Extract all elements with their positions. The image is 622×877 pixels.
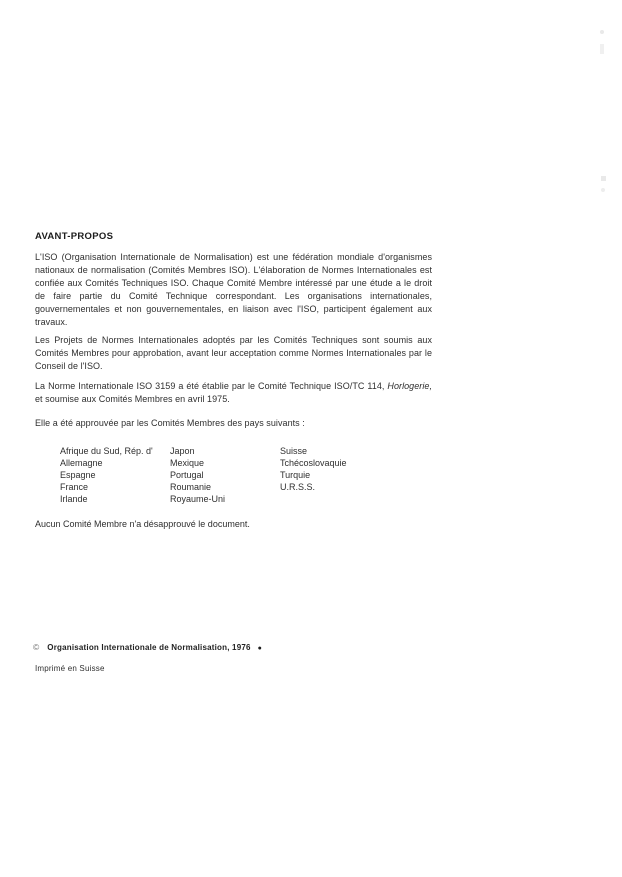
- paragraph-draft-approval: Les Projets de Normes Internationales adoptés par les Comités Techniques sont soumis aux Comités Membres pour approbation, avant leur acceptation comme Normes Internationales par le Conseil de l'ISO.: [35, 335, 432, 371]
- country-item: Allemagne: [60, 458, 103, 468]
- country-item: Suisse: [280, 446, 308, 456]
- country-column-2: [170, 445, 225, 505]
- country-item: Portugal: [170, 470, 204, 480]
- country-item: Afrique du Sud, Rép. d': [60, 446, 153, 456]
- country-item: Turquie: [280, 470, 311, 480]
- country-item: Irlande: [60, 494, 88, 504]
- bullet-icon: ●: [257, 645, 262, 652]
- country-column-3: [280, 445, 347, 493]
- country-item: Tchécoslovaquie: [280, 458, 347, 468]
- imprint-line: Imprimé en Suisse: [35, 664, 105, 673]
- paragraph-standard-origin: [35, 380, 432, 406]
- paragraph-standard-origin-tail: et soumise aux Comités Membres en avril 1975.: [35, 394, 230, 404]
- copyright-text: Organisation Internationale de Normalisation, 1976: [47, 643, 251, 652]
- section-heading: AVANT-PROPOS: [35, 231, 114, 242]
- scan-artifact: [600, 30, 604, 34]
- standard-subject-italic: Horlogerie,: [387, 381, 432, 391]
- country-column-1: [60, 445, 153, 505]
- country-item: Royaume-Uni: [170, 494, 226, 504]
- country-item: U.R.S.S.: [280, 482, 316, 492]
- country-item: France: [60, 482, 89, 492]
- paragraph-standard-origin-lead: La Norme Internationale ISO 3159 a été établie par le Comité Technique ISO/TC 114,: [35, 381, 388, 391]
- country-item: Roumanie: [170, 482, 212, 492]
- scan-artifact: [601, 176, 606, 181]
- disapproval-note: Aucun Comité Membre n'a désapprouvé le document.: [35, 519, 250, 529]
- approval-intro-line: Elle a été approuvée par les Comités Membres des pays suivants :: [35, 418, 305, 428]
- paragraph-iso-description: L'ISO (Organisation Internationale de Normalisation) est une fédération mondiale d'organismes nationaux de normalisation (Comités Membres ISO). L'élaboration de Normes Internationales est confiée aux Comités Techniques ISO. Chaque Comité Membre intéressé par une étude a le droit de faire partie du Comité Technique correspondant. Les organisations internationales, gouvernementales et non gouvernementales, en liaison avec l'ISO, participent également aux travaux.: [35, 252, 432, 327]
- scan-artifact: [600, 44, 604, 54]
- country-item: Mexique: [170, 458, 205, 468]
- country-item: Japon: [170, 446, 195, 456]
- copyright-icon: ©: [33, 642, 40, 652]
- copyright-line: [33, 641, 262, 655]
- scan-artifact: [601, 188, 605, 192]
- country-item: Espagne: [60, 470, 96, 480]
